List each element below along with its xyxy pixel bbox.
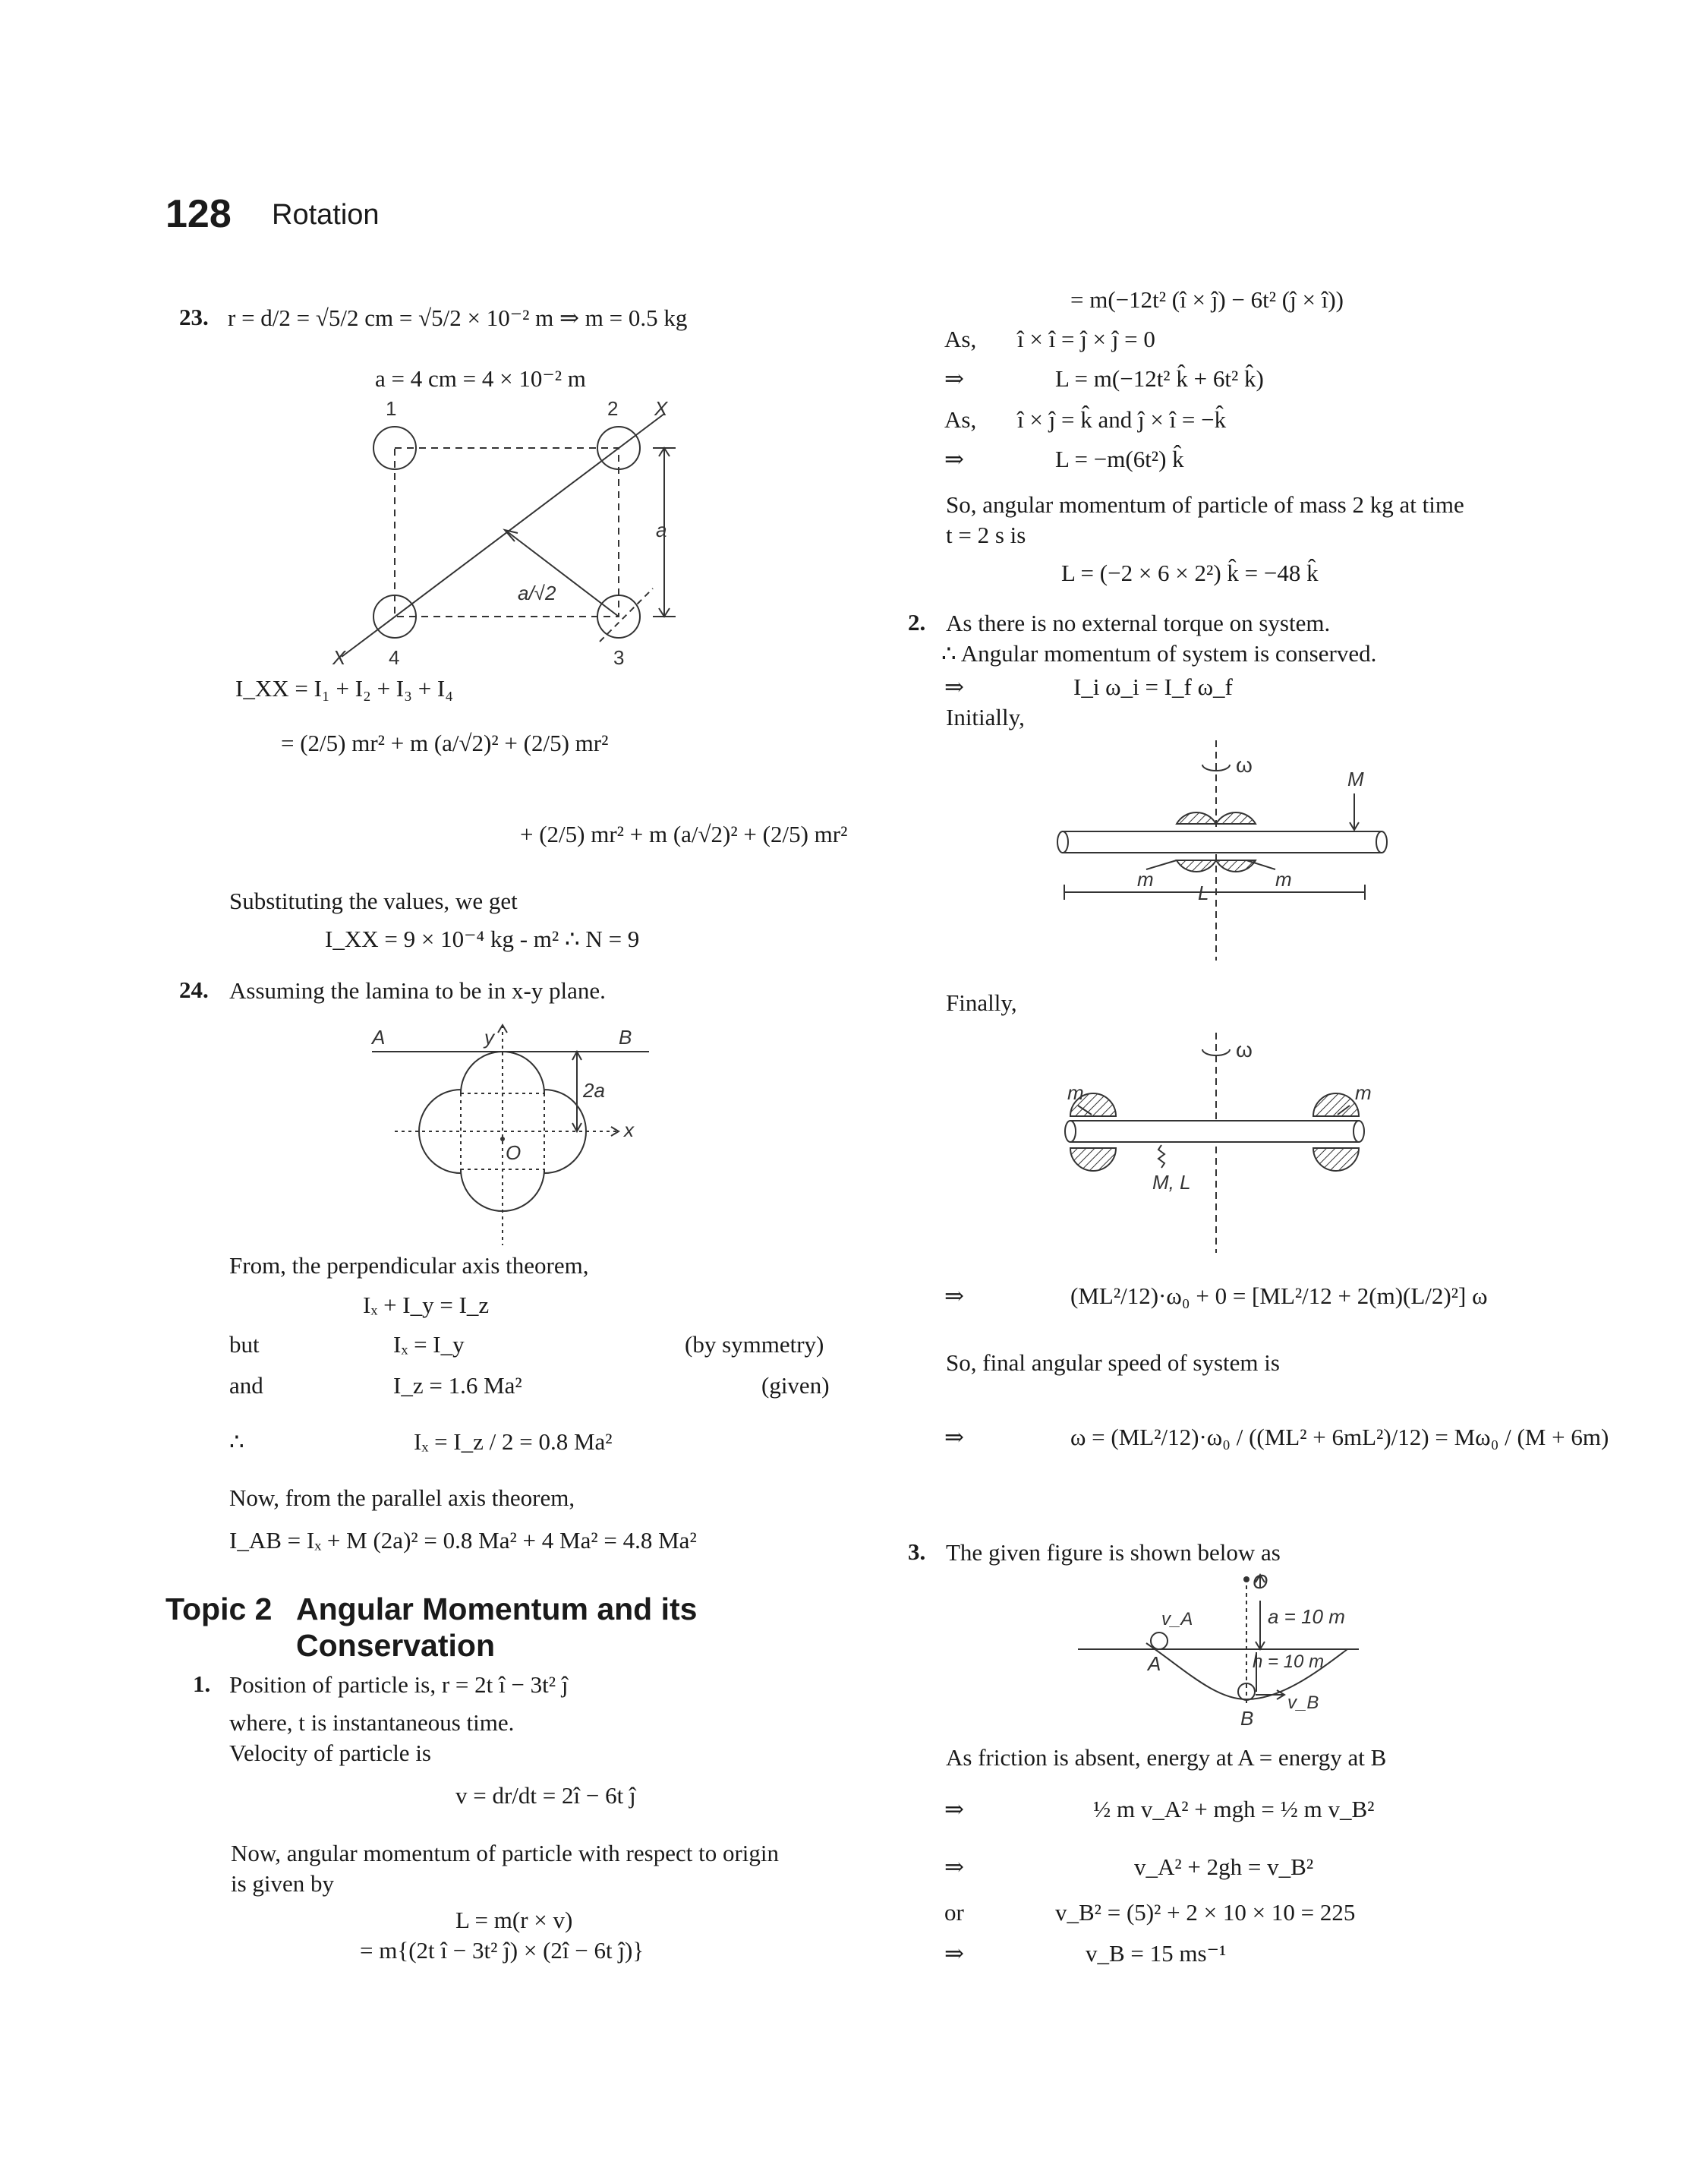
t2q3-e2b: v_A² + 2gh = v_B²	[1134, 1853, 1314, 1880]
label-b: B	[619, 1026, 632, 1049]
small-m-right-label: m	[1355, 1081, 1372, 1104]
page-title: Rotation	[272, 199, 380, 231]
q23-substitute: Substituting the values, we get	[229, 888, 518, 914]
t2q1-right-2b: î × î = ĵ × ĵ = 0	[1017, 326, 1155, 352]
t2q3-e3a: or	[944, 1899, 964, 1926]
question-23-number: 23.	[179, 304, 209, 330]
t2-question-1-number: 1.	[193, 1670, 211, 1697]
t2q1-right-4b: î × ĵ = k̂ and ĵ × î = −k̂	[1017, 406, 1227, 433]
t2q2-line-3b: I_i ω_i = I_f ω_f	[1073, 674, 1233, 700]
t2q1-right-5a: ⇒	[944, 446, 964, 472]
page-number: 128	[165, 192, 232, 236]
q24-parallel: Now, from the parallel axis theorem,	[229, 1484, 575, 1511]
axis-xx	[342, 414, 667, 657]
t2q1-right-8: L = (−2 × 6 × 2²) k̂ = −48 k̂	[1061, 560, 1319, 586]
small-m-left-label: m	[1137, 868, 1154, 891]
t2q2-finally: Finally,	[946, 989, 1017, 1016]
rod-initial-figure	[1048, 740, 1389, 961]
t2q3-e1a: ⇒	[944, 1796, 964, 1822]
t2q1-right-7: t = 2 s is	[946, 522, 1026, 548]
t2q3-e4b: v_B = 15 ms⁻¹	[1086, 1940, 1227, 1967]
t2q1-line-1: Position of particle is, r = 2t î − 3t² ĵ	[229, 1671, 569, 1698]
q23-ixx-3: + (2/5) mr² + m (a/√2)² + (2/5) mr²	[520, 821, 848, 847]
t2q2-line-3a: ⇒	[944, 674, 964, 700]
q24-and-eq: I_z = 1.6 Ma²	[393, 1372, 522, 1399]
point-b-label: B	[1240, 1707, 1254, 1730]
t2q1-right-1: = m(−12t² (î × ĵ) − 6t² (ĵ × î))	[1070, 286, 1344, 313]
question-24-number: 24.	[179, 976, 209, 1003]
q24-but-note: (by symmetry)	[685, 1331, 824, 1358]
q24-but-eq: Iₓ = I_y	[393, 1331, 465, 1358]
t2q1-line-7: L = m(r × v)	[455, 1907, 573, 1933]
rod	[1063, 831, 1382, 853]
t2q1-line-4: v = dr/dt = 2î − 6t ĵ	[455, 1782, 636, 1809]
topic-2-title-1: Angular Momentum and its	[296, 1592, 698, 1626]
q24-therefore-eq: Iₓ = I_z / 2 = 0.8 Ma²	[414, 1428, 613, 1455]
q24-perpendicular: From, the perpendicular axis theorem,	[229, 1252, 589, 1279]
label-y: y	[484, 1026, 494, 1049]
q24-iab: I_AB = Iₓ + M (2a)² = 0.8 Ma² + 4 Ma² = 4.8 Ma²	[229, 1527, 697, 1554]
axis-top-label: X	[654, 399, 668, 420]
t2q2-line-2: ∴ Angular momentum of system is conserved.	[941, 640, 1377, 667]
sphere-3-label: 3	[613, 646, 625, 669]
diagonal-label: a/√2	[518, 582, 556, 604]
t2q3-e1b: ½ m v_A² + mgh = ½ m v_B²	[1093, 1796, 1375, 1822]
t2q1-line-3: Velocity of particle is	[229, 1740, 431, 1766]
small-m-right-label: m	[1275, 868, 1292, 891]
t2q1-line-8: = m{(2t î − 3t² ĵ) × (2î − 6t ĵ)}	[360, 1937, 644, 1964]
t2q2-res-arrow: ⇒	[944, 1424, 964, 1450]
label-2a: 2a	[583, 1079, 605, 1102]
va-label: v_A	[1161, 1609, 1193, 1629]
topic-2-title-2: Conservation	[296, 1628, 495, 1663]
q24-but-label: but	[229, 1331, 260, 1358]
mass-m-label: M	[1347, 768, 1364, 790]
t2q2-so: So, final angular speed of system is	[946, 1349, 1280, 1376]
label-x: x	[624, 1118, 634, 1141]
t2q3-e3b: v_B² = (5)² + 2 × 10 × 10 = 225	[1055, 1899, 1356, 1926]
label-a: A	[372, 1026, 386, 1049]
rod	[1070, 1121, 1359, 1142]
q24-and-label: and	[229, 1372, 263, 1399]
q23-ixx-2: = (2/5) mr² + m (a/√2)² + (2/5) mr²	[281, 730, 609, 756]
q23-ixx: I_XX = I₁ + I₂ + I₃ + I₄	[235, 675, 454, 702]
q23-line-2: a = 4 cm = 4 × 10⁻² m	[375, 365, 586, 392]
q24-eq1: Iₓ + I_y = I_z	[363, 1292, 490, 1318]
t2q3-e2a: ⇒	[944, 1853, 964, 1880]
h-label: h = 10 m	[1253, 1651, 1325, 1672]
rod-final-figure	[1055, 1033, 1389, 1253]
omega-label: ω	[1236, 1038, 1253, 1062]
t2q1-right-4a: As,	[944, 406, 977, 433]
t2q2-eq-arrow: ⇒	[944, 1282, 964, 1309]
sphere-2-label: 2	[607, 399, 619, 420]
t2q3-e4a: ⇒	[944, 1940, 964, 1967]
side-label: a	[656, 519, 667, 541]
four-spheres-square-figure	[319, 399, 714, 672]
curved-track-figure	[1078, 1570, 1366, 1730]
t2q3-line-2: As friction is absent, energy at A = energy at B	[946, 1744, 1387, 1771]
t2q1-right-3b: L = m(−12t² k̂ + 6t² k̂)	[1055, 365, 1264, 392]
small-m-left-label: m	[1067, 1081, 1084, 1104]
q23-line-1: r = d/2 = √5/2 cm = √5/2 × 10⁻² m ⇒ m = 0.5 kg	[228, 304, 688, 331]
t2q2-line-1: As there is no external torque on system.	[946, 610, 1331, 636]
t2q2-line-4: Initially,	[946, 704, 1025, 730]
t2q3-line-1: The given figure is shown below as	[946, 1539, 1281, 1566]
t2q1-line-5: Now, angular momentum of particle with respect to origin	[231, 1840, 779, 1866]
rod-ml-label: M, L	[1152, 1171, 1191, 1194]
t2-question-2-number: 2.	[908, 609, 926, 636]
label-o: O	[506, 1141, 522, 1164]
t2q1-right-3a: ⇒	[944, 365, 964, 392]
t2q2-result: ω = (ML²/12)·ω₀ / ((ML² + 6mL²)/12) = Mω₀ / (M + 6m)	[1070, 1424, 1609, 1450]
topic-2-label: Topic 2	[165, 1592, 273, 1626]
a-label: a = 10 m	[1268, 1605, 1345, 1628]
axis-bottom-label: X	[332, 646, 346, 669]
t2q1-line-2: where, t is instantaneous time.	[229, 1709, 515, 1736]
length-l-label: L	[1198, 882, 1209, 904]
t2q1-right-2a: As,	[944, 326, 977, 352]
sphere-4-label: 4	[389, 646, 400, 669]
q24-intro: Assuming the lamina to be in x-y plane.	[229, 977, 606, 1004]
t2-question-3-number: 3.	[908, 1538, 926, 1565]
t2q1-right-5b: L = −m(6t²) k̂	[1055, 446, 1184, 472]
t2q1-line-6: is given by	[231, 1870, 335, 1897]
q24-and-note: (given)	[761, 1372, 830, 1399]
point-a-label: A	[1148, 1652, 1161, 1675]
omega-label: ω	[1236, 753, 1253, 777]
vb-label: v_B	[1287, 1692, 1319, 1713]
clover-lamina-figure	[357, 1021, 660, 1249]
q24-therefore-label: ∴	[229, 1428, 244, 1455]
sphere-1-label: 1	[386, 399, 397, 420]
t2q2-eq: (ML²/12)·ω₀ + 0 = [ML²/12 + 2(m)(L/2)²] ω	[1070, 1282, 1488, 1309]
point-o-label: O	[1253, 1570, 1268, 1593]
t2q1-right-6: So, angular momentum of particle of mass 2 kg at time	[946, 491, 1464, 518]
q23-result: I_XX = 9 × 10⁻⁴ kg - m² ∴ N = 9	[325, 926, 640, 952]
